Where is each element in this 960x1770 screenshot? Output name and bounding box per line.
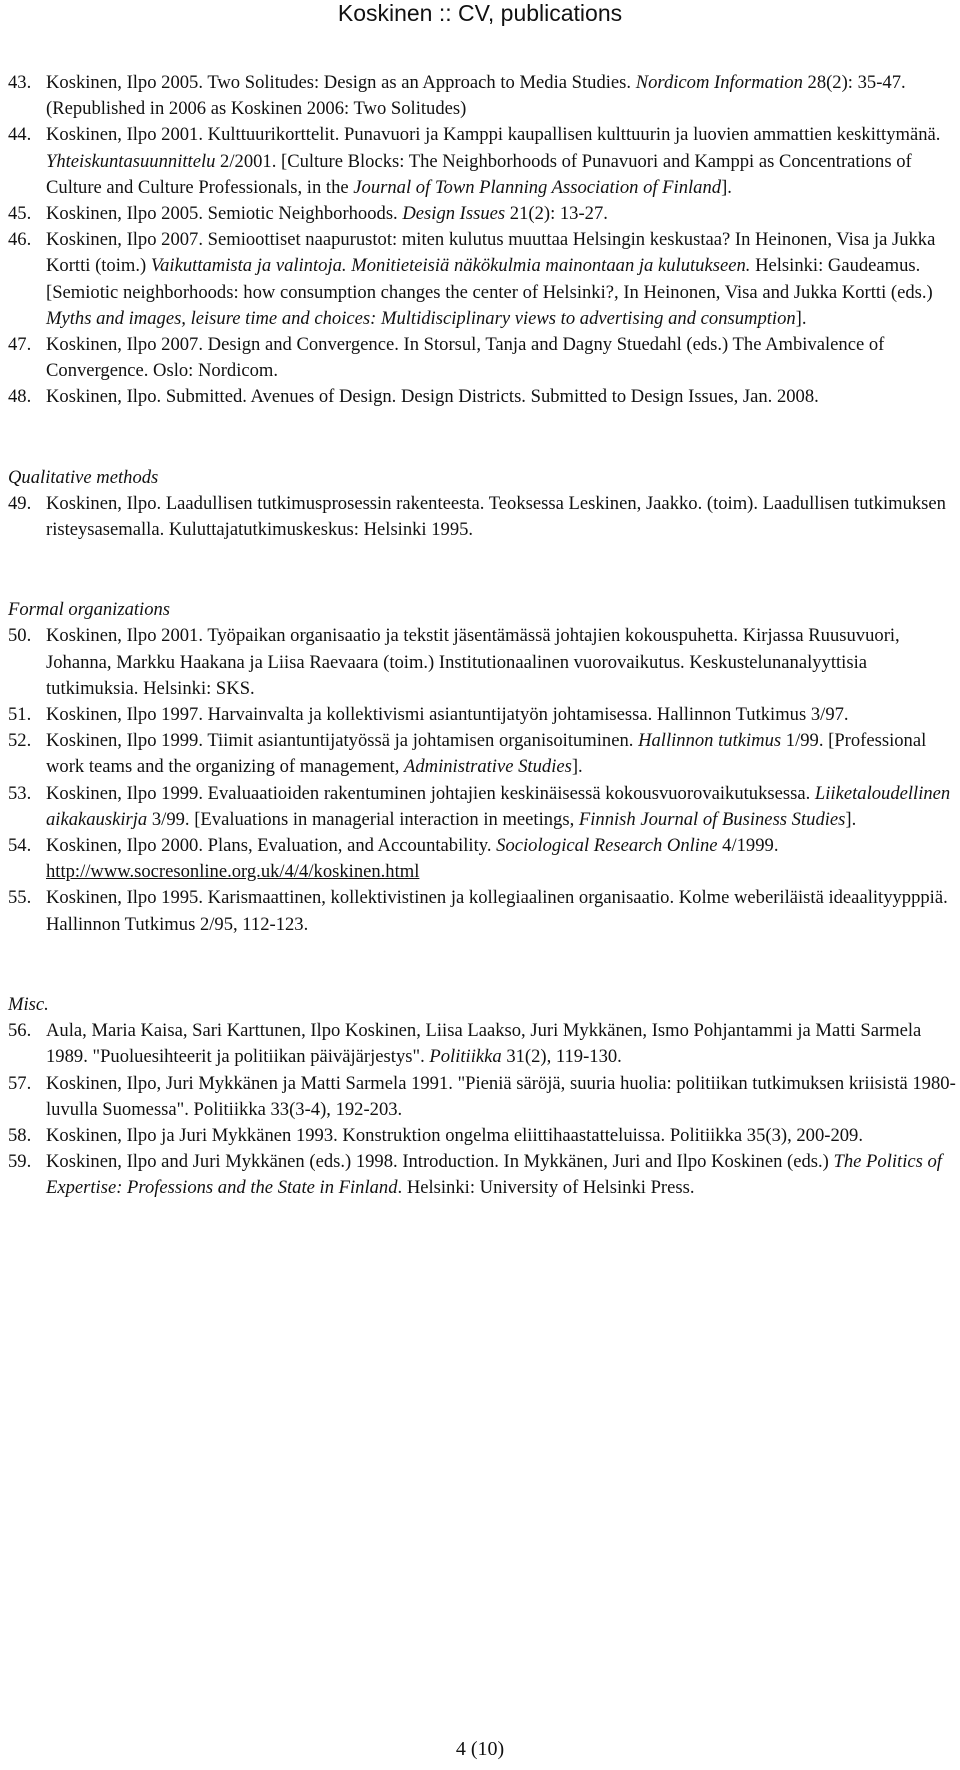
- entry-text-part: ].: [721, 176, 732, 198]
- publication-entry: [8, 227, 956, 332]
- section-heading: Qualitative methods: [8, 466, 159, 488]
- entry-italic-text: Nordicom Information: [635, 72, 803, 93]
- section: [8, 465, 956, 544]
- page-header: Koskinen :: CV, publications: [337, 0, 623, 26]
- entry-italic-text: Finnish Journal of Business Studies: [578, 808, 846, 830]
- entry-italic-text: Liiketaloudellinen aikakauskirja: [46, 782, 951, 830]
- entry-text: [46, 625, 900, 698]
- entry-number: 59.: [8, 1151, 32, 1173]
- entry-italic-text: Vaikuttamista ja valintoja. Monitieteisiä näkökulmia mainontaan ja kulutukseen.: [150, 255, 751, 277]
- publication-entry: [8, 1123, 956, 1149]
- entry-number: 54.: [8, 835, 32, 857]
- entry-text-part: Koskinen, Ilpo and Juri Mykkänen (eds.) 1998. Introduction. In Mykkänen, Juri and Ilpo Koskinen (eds.): [46, 1151, 834, 1173]
- entry-italic-text: Sociological Research Online: [496, 835, 718, 857]
- publication-entry: [8, 332, 956, 384]
- entry-text-part: 31(2), 119-130.: [501, 1046, 622, 1068]
- entry-text-part: Koskinen, Ilpo ja Juri Mykkänen 1993. Konstruktion ongelma eliittihaastatteluissa. Politiikka 35(3), 200-209.: [46, 1124, 863, 1146]
- entry-text: [46, 887, 948, 934]
- entry-text: [46, 783, 950, 830]
- entry-text: [46, 386, 819, 407]
- publication-entry: [8, 781, 956, 833]
- entry-text: [46, 835, 778, 882]
- publication-entry: [8, 623, 956, 702]
- entry-number: 49.: [8, 492, 32, 514]
- entry-text: [46, 1125, 863, 1146]
- entry-italic-text: Politiikka: [429, 1046, 502, 1068]
- entry-text: [46, 334, 884, 381]
- entry-text-part: 2/2001. [Culture Blocks: The Neighborhoods of Punavuori and Kamppi as Concentrations of Culture and Culture Professionals, in the: [46, 150, 912, 198]
- entry-number: 51.: [8, 704, 32, 726]
- entry-text-part: Koskinen, Ilpo 2007. Design and Convergence. In Storsul, Tanja and Dagny Stuedahl (eds.) The Ambivalence of Convergence. Oslo: Nordicom.: [46, 334, 885, 382]
- entry-number: 55.: [8, 887, 32, 909]
- entry-text-part: 4/1999.: [717, 835, 779, 857]
- entry-italic-text: Myths and images, leisure time and choices: Multidisciplinary views to advertising and consumption: [46, 307, 796, 329]
- entry-text-part: Koskinen, Ilpo 2000. Plans, Evaluation, and Accountability.: [46, 835, 497, 857]
- entry-number: 57.: [8, 1072, 32, 1094]
- publication-entry: [8, 122, 956, 201]
- section: [8, 597, 956, 938]
- entry-text-part: ].: [795, 307, 807, 329]
- entry-text: [46, 1073, 956, 1120]
- publication-entry: [8, 201, 956, 227]
- entry-text-part: ].: [845, 808, 857, 830]
- entry-italic-text: Yhteiskuntasuunnittelu: [46, 150, 216, 172]
- entry-text-part: Koskinen, Ilpo 1999. Tiimit asiantuntijatyössä ja johtamisen organisoituminen.: [46, 730, 639, 752]
- entry-number: 50.: [8, 625, 32, 647]
- entry-italic-text: Administrative Studies: [404, 756, 572, 778]
- publication-entry: [8, 728, 956, 780]
- entry-italic-text: The Politics of Expertise: Professions and the State in Finland: [46, 1151, 942, 1199]
- entry-text: [46, 203, 608, 224]
- entry-text-part: Koskinen, Ilpo 2005. Two Solitudes: Design as an Approach to Media Studies.: [46, 72, 636, 93]
- entry-number: 45.: [8, 203, 32, 225]
- entry-text-part: Koskinen, Ilpo 2001. Kulttuurikorttelit. Punavuori ja Kamppi kaupallisen kulttuurin ja luovien ammattien keskittymänä.: [46, 124, 941, 146]
- entry-text-part: 28(2): 35-47. (Republished in 2006 as Koskinen 2006: Two Solitudes): [46, 72, 906, 120]
- entry-text-part: Koskinen, Ilpo. Laadullisen tutkimusprosessin rakenteesta. Teoksessa Leskinen, Jaakko. (toim). Laadullisen tutkimuksen risteysasemalla. Kuluttajatutkimuskeskus: Helsinki 1995.: [46, 492, 946, 541]
- entry-number: 58.: [8, 1124, 32, 1146]
- entry-text-part: 1/99. [Professional work teams and the organizing of management,: [46, 730, 927, 778]
- entry-text-part: Koskinen, Ilpo 2007. Semioottiset naapurustot: miten kulutus muuttaa Helsingin keskustaa? In Heinonen, Visa ja Jukka Kortti (toim.): [46, 229, 936, 277]
- entry-number: 46.: [8, 229, 32, 251]
- entry-text: [46, 229, 935, 329]
- publication-entry: [8, 833, 956, 885]
- entry-italic-text: Hallinnon tutkimus: [638, 730, 782, 752]
- entry-text: [46, 72, 906, 119]
- entry-text: [46, 124, 940, 197]
- publication-entry: [8, 1149, 956, 1201]
- entry-text-part: Koskinen, Ilpo 1999. Evaluaatioiden rakentuminen johtajien keskinäisessä kokousvuorovaikutuksessa.: [46, 782, 815, 804]
- section: [8, 70, 956, 411]
- entry-link[interactable]: http://www.socresonline.org.uk/4/4/koskinen.html: [46, 861, 420, 883]
- page-number: 4 (10): [455, 1738, 505, 1760]
- entry-text-part: Koskinen, Ilpo 2001. Työpaikan organisaatio ja tekstit jäsentämässä johtajien kokouspuhetta. Kirjassa Ruusuvuori, Johanna, Markku Haakana ja Liisa Raevaara (toim.) Institutionaalinen vuorovaikutus. Keskustelunanalyyttisia tutkimuksia. Helsinki: SKS.: [46, 625, 900, 699]
- entry-number: 43.: [8, 72, 32, 93]
- entry-italic-text: Design Issues: [402, 203, 506, 225]
- entry-text-part: ].: [571, 756, 583, 778]
- entry-text-part: 3/99. [Evaluations in managerial interaction in meetings,: [147, 808, 579, 830]
- publication-entry: [8, 70, 956, 122]
- entry-number: 44.: [8, 124, 32, 146]
- publication-entry: [8, 1071, 956, 1123]
- section-heading: Misc.: [8, 993, 49, 1015]
- section: [8, 992, 956, 1202]
- entry-text: [46, 704, 849, 725]
- entry-number: 48.: [8, 386, 32, 408]
- entry-text-part: Koskinen, Ilpo. Submitted. Avenues of Design. Design Districts. Submitted to Design Issues, Jan. 2008.: [46, 386, 819, 408]
- entry-text-part: Koskinen, Ilpo 2005. Semiotic Neighborhoods.: [46, 203, 403, 225]
- entry-number: 52.: [8, 730, 32, 752]
- entry-number: 53.: [8, 782, 32, 804]
- entry-text: [46, 1020, 921, 1067]
- entry-text: [46, 730, 926, 777]
- entry-italic-text: Journal of Town Planning Association of Finland: [353, 176, 722, 198]
- entry-text-part: Koskinen, Ilpo, Juri Mykkänen ja Matti Sarmela 1991. "Pieniä säröjä, suuria huolia: politiikan tutkimuksen kriisistä 1980-luvulla Suomessa". Politiikka 33(3-4), 192-203.: [46, 1072, 956, 1120]
- entry-text-part: Koskinen, Ilpo 1995. Karismaattinen, kollektivistinen ja kollegiaalinen organisaatio. Kolme weberiläistä ideaalityypppiä. Hallinnon Tutkimus 2/95, 112-123.: [46, 887, 948, 935]
- publication-entry: [8, 702, 956, 728]
- publication-entry: [8, 1018, 956, 1070]
- publication-entry: [8, 384, 956, 410]
- publication-list: [8, 70, 956, 1202]
- entry-text: [46, 1151, 942, 1198]
- entry-text-part: 21(2): 13-27.: [505, 203, 608, 225]
- entry-number: 56.: [8, 1020, 32, 1042]
- section-heading: Formal organizations: [8, 599, 171, 621]
- publication-entry: [8, 491, 956, 543]
- entry-number: 47.: [8, 334, 32, 356]
- entry-text-part: Helsinki: Gaudeamus. [Semiotic neighborhoods: how consumption changes the center of Helsinki?, In Heinonen, Visa and Jukka Kortti (eds.): [46, 255, 933, 303]
- entry-text-part: Koskinen, Ilpo 1997. Harvainvalta ja kollektivismi asiantuntijatyön johtamisessa. Hallinnon Tutkimus 3/97.: [46, 704, 849, 726]
- entry-text-part: Aula, Maria Kaisa, Sari Karttunen, Ilpo Koskinen, Liisa Laakso, Juri Mykkänen, Ismo Pohjantammi ja Matti Sarmela 1989. "Puoluesihteerit ja politiikan päiväjärjestys".: [46, 1020, 922, 1068]
- publication-entry: [8, 885, 956, 937]
- entry-text-part: . Helsinki: University of Helsinki Press.: [397, 1177, 695, 1199]
- entry-text: [46, 493, 946, 540]
